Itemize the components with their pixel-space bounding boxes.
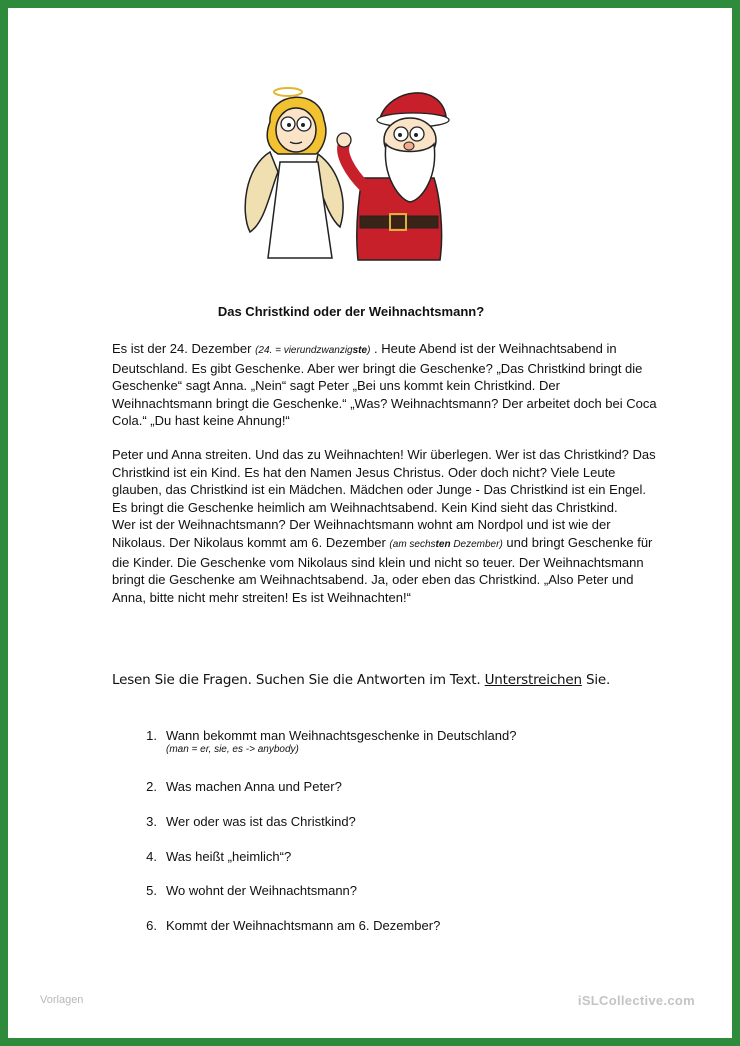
question-item: 1. Wann bekommt man Weihnachtsgeschenke in Deutschland? (man = er, sie, es -> anybody) (130, 728, 650, 755)
question-item: 2. Was machen Anna und Peter? (146, 779, 342, 794)
paragraph-2-part2-end: und bringt Geschenke für die Kinder. Die Geschenke vom Nikolaus sind klein und nicht so teuer. Der Weihnachtsmann bringt die Geschenke am Weihnachtsabend. Ja, oder eben das Christkind. „Also Peter und Anna, bitte nicht mehr streiten! Es ist Weihnachten!“ (112, 534, 653, 605)
worksheet-page (8, 8, 732, 1038)
question-item: 6. Kommt der Weihnachtsmann am 6. Dezember? (146, 918, 441, 933)
paragraph-1-intro: Es ist der 24. Dezember (112, 341, 256, 356)
question-item: 5. Wo wohnt der Weihnachtsmann? (146, 883, 358, 898)
underline-keyword: Unterstreichen (484, 672, 582, 688)
paragraph-2-part2-start: Wer ist der Weihnachtsmann? Der Weihnachtsmann wohnt am Nordpol und ist wie der Nikolaus. Der Nikolaus kommt am 6. Dezember (112, 517, 611, 550)
question-item: 3. Wer oder was ist das Christkind? (146, 814, 356, 829)
ordinal-note-6: (am sechsten Dezember) (389, 538, 503, 550)
paragraph-1-rest: . Heute Abend ist der Weihnachtsabend in Deutschland. Es gibt Geschenke. Aber wer bringt die Geschenke? „Das Christkind bringt die Geschenke“ sagt Anna. „Nein“ sagt Peter „Bei uns kommt kein Christkind. Der Weihnachtsmann bringt die Geschenke.“ „Was? Weihnachtsmann? Der arbeitet doch bei Coca Cola.“ „Du hast keine Ahnung!“ (112, 341, 657, 429)
paragraph-2 (112, 446, 660, 606)
ordinal-note-24: (24. = vierundzwanzigste) (255, 345, 371, 356)
question-item: 4. Was heißt „heimlich“? (146, 849, 292, 864)
angel-and-santa-illustration (240, 82, 460, 266)
question-hint: (man = er, sie, es -> anybody) (166, 744, 299, 755)
footer-watermark-left: Vorlagen (40, 994, 84, 1006)
task-instruction: Lesen Sie die Fragen. Suchen Sie die Antworten im Text. Unterstreichen Sie. (112, 672, 611, 688)
paragraph-2-part1: Peter und Anna streiten. Und das zu Weihnachten! Wir überlegen. Wer ist das Christkind? Das Christkind ist ein Kind. Es hat den Namen Jesus Christus. Oder doch nicht? Viele Leute glauben, das Christkind ist ein Mädchen. Mädchen oder Junge - Das Christkind ist ein Engel. Es bringt die Geschenke heimlich am Weihnachtsabend. Kein Kind sieht das Christkind. (112, 447, 656, 515)
worksheet-title: Das Christkind oder der Weihnachtsmann? (217, 304, 485, 319)
paragraph-1 (112, 340, 660, 430)
footer-watermark-logo: iSLCollective.com (577, 993, 695, 1008)
